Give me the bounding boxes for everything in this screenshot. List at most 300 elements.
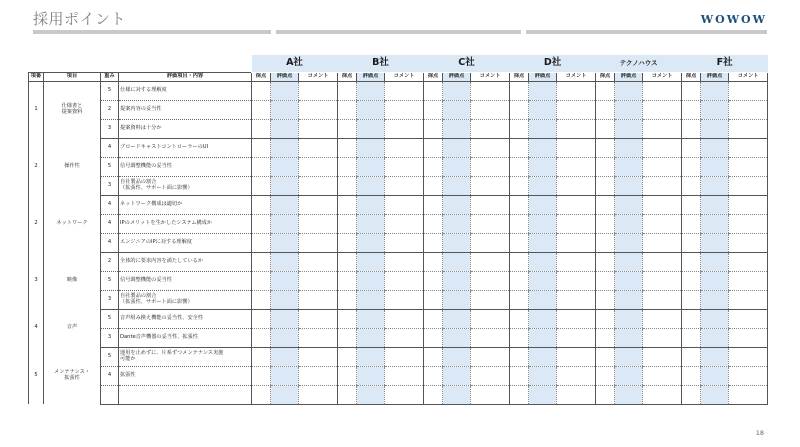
- score-cell[interactable]: [682, 290, 701, 309]
- comment-cell[interactable]: [385, 271, 424, 290]
- score-cell[interactable]: [338, 138, 357, 157]
- comment-cell[interactable]: [385, 138, 424, 157]
- comment-cell[interactable]: [557, 252, 596, 271]
- score-cell[interactable]: [596, 347, 615, 366]
- comment-cell[interactable]: [471, 176, 510, 195]
- rating-cell[interactable]: [271, 366, 299, 385]
- comment-cell[interactable]: [471, 252, 510, 271]
- rating-cell[interactable]: [271, 271, 299, 290]
- comment-cell[interactable]: [385, 328, 424, 347]
- score-cell[interactable]: [252, 233, 271, 252]
- comment-cell[interactable]: [729, 214, 768, 233]
- comment-cell[interactable]: [643, 119, 682, 138]
- comment-cell[interactable]: [299, 290, 338, 309]
- score-cell[interactable]: [682, 195, 701, 214]
- comment-cell[interactable]: [557, 347, 596, 366]
- score-cell[interactable]: [682, 81, 701, 100]
- rating-cell[interactable]: [443, 309, 471, 328]
- rating-cell[interactable]: [357, 252, 385, 271]
- comment-cell[interactable]: [385, 214, 424, 233]
- comment-cell[interactable]: [643, 328, 682, 347]
- rating-cell[interactable]: [443, 233, 471, 252]
- comment-cell[interactable]: [385, 347, 424, 366]
- rating-cell[interactable]: [615, 119, 643, 138]
- comment-cell[interactable]: [471, 81, 510, 100]
- score-cell[interactable]: [424, 385, 443, 404]
- score-cell[interactable]: [252, 366, 271, 385]
- rating-cell[interactable]: [357, 366, 385, 385]
- comment-cell[interactable]: [643, 385, 682, 404]
- comment-cell[interactable]: [557, 271, 596, 290]
- score-cell[interactable]: [252, 252, 271, 271]
- rating-cell[interactable]: [615, 366, 643, 385]
- rating-cell[interactable]: [443, 176, 471, 195]
- rating-cell[interactable]: [357, 214, 385, 233]
- score-cell[interactable]: [252, 195, 271, 214]
- rating-cell[interactable]: [701, 195, 729, 214]
- score-cell[interactable]: [338, 119, 357, 138]
- comment-cell[interactable]: [643, 290, 682, 309]
- score-cell[interactable]: [596, 214, 615, 233]
- comment-cell[interactable]: [299, 233, 338, 252]
- comment-cell[interactable]: [729, 100, 768, 119]
- rating-cell[interactable]: [271, 157, 299, 176]
- score-cell[interactable]: [252, 138, 271, 157]
- score-cell[interactable]: [424, 328, 443, 347]
- score-cell[interactable]: [510, 252, 529, 271]
- rating-cell[interactable]: [357, 157, 385, 176]
- rating-cell[interactable]: [529, 347, 557, 366]
- score-cell[interactable]: [338, 347, 357, 366]
- comment-cell[interactable]: [471, 157, 510, 176]
- comment-cell[interactable]: [729, 309, 768, 328]
- score-cell[interactable]: [338, 100, 357, 119]
- comment-cell[interactable]: [729, 271, 768, 290]
- score-cell[interactable]: [252, 176, 271, 195]
- comment-cell[interactable]: [643, 233, 682, 252]
- rating-cell[interactable]: [443, 119, 471, 138]
- rating-cell[interactable]: [701, 309, 729, 328]
- comment-cell[interactable]: [299, 347, 338, 366]
- score-cell[interactable]: [510, 100, 529, 119]
- score-cell[interactable]: [338, 271, 357, 290]
- rating-cell[interactable]: [615, 347, 643, 366]
- score-cell[interactable]: [338, 214, 357, 233]
- comment-cell[interactable]: [643, 309, 682, 328]
- rating-cell[interactable]: [701, 214, 729, 233]
- comment-cell[interactable]: [557, 366, 596, 385]
- score-cell[interactable]: [338, 233, 357, 252]
- score-cell[interactable]: [596, 81, 615, 100]
- comment-cell[interactable]: [643, 157, 682, 176]
- rating-cell[interactable]: [615, 309, 643, 328]
- score-cell[interactable]: [682, 176, 701, 195]
- comment-cell[interactable]: [643, 138, 682, 157]
- comment-cell[interactable]: [299, 309, 338, 328]
- rating-cell[interactable]: [357, 309, 385, 328]
- score-cell[interactable]: [424, 214, 443, 233]
- comment-cell[interactable]: [557, 309, 596, 328]
- rating-cell[interactable]: [271, 233, 299, 252]
- rating-cell[interactable]: [443, 252, 471, 271]
- rating-cell[interactable]: [529, 81, 557, 100]
- rating-cell[interactable]: [529, 138, 557, 157]
- comment-cell[interactable]: [643, 347, 682, 366]
- rating-cell[interactable]: [529, 252, 557, 271]
- rating-cell[interactable]: [271, 309, 299, 328]
- rating-cell[interactable]: [271, 195, 299, 214]
- score-cell[interactable]: [252, 328, 271, 347]
- rating-cell[interactable]: [357, 81, 385, 100]
- comment-cell[interactable]: [643, 195, 682, 214]
- rating-cell[interactable]: [529, 271, 557, 290]
- comment-cell[interactable]: [729, 347, 768, 366]
- comment-cell[interactable]: [557, 233, 596, 252]
- rating-cell[interactable]: [701, 233, 729, 252]
- comment-cell[interactable]: [729, 157, 768, 176]
- score-cell[interactable]: [252, 290, 271, 309]
- rating-cell[interactable]: [271, 290, 299, 309]
- rating-cell[interactable]: [357, 290, 385, 309]
- rating-cell[interactable]: [357, 176, 385, 195]
- score-cell[interactable]: [338, 176, 357, 195]
- score-cell[interactable]: [510, 309, 529, 328]
- score-cell[interactable]: [424, 81, 443, 100]
- comment-cell[interactable]: [471, 100, 510, 119]
- rating-cell[interactable]: [615, 138, 643, 157]
- score-cell[interactable]: [252, 309, 271, 328]
- score-cell[interactable]: [510, 290, 529, 309]
- comment-cell[interactable]: [729, 252, 768, 271]
- comment-cell[interactable]: [471, 233, 510, 252]
- score-cell[interactable]: [338, 328, 357, 347]
- score-cell[interactable]: [510, 138, 529, 157]
- score-cell[interactable]: [510, 176, 529, 195]
- rating-cell[interactable]: [701, 290, 729, 309]
- rating-cell[interactable]: [529, 214, 557, 233]
- comment-cell[interactable]: [643, 176, 682, 195]
- rating-cell[interactable]: [615, 100, 643, 119]
- score-cell[interactable]: [510, 157, 529, 176]
- rating-cell[interactable]: [701, 157, 729, 176]
- comment-cell[interactable]: [471, 366, 510, 385]
- rating-cell[interactable]: [443, 195, 471, 214]
- comment-cell[interactable]: [299, 176, 338, 195]
- score-cell[interactable]: [596, 233, 615, 252]
- comment-cell[interactable]: [729, 328, 768, 347]
- rating-cell[interactable]: [357, 119, 385, 138]
- rating-cell[interactable]: [357, 100, 385, 119]
- comment-cell[interactable]: [729, 233, 768, 252]
- rating-cell[interactable]: [529, 309, 557, 328]
- comment-cell[interactable]: [557, 195, 596, 214]
- rating-cell[interactable]: [271, 119, 299, 138]
- comment-cell[interactable]: [299, 195, 338, 214]
- comment-cell[interactable]: [299, 328, 338, 347]
- score-cell[interactable]: [424, 195, 443, 214]
- rating-cell[interactable]: [615, 214, 643, 233]
- rating-cell[interactable]: [701, 176, 729, 195]
- comment-cell[interactable]: [299, 81, 338, 100]
- rating-cell[interactable]: [615, 157, 643, 176]
- comment-cell[interactable]: [299, 214, 338, 233]
- rating-cell[interactable]: [271, 252, 299, 271]
- rating-cell[interactable]: [529, 195, 557, 214]
- comment-cell[interactable]: [299, 271, 338, 290]
- score-cell[interactable]: [682, 252, 701, 271]
- rating-cell[interactable]: [443, 271, 471, 290]
- comment-cell[interactable]: [471, 195, 510, 214]
- score-cell[interactable]: [338, 81, 357, 100]
- comment-cell[interactable]: [299, 385, 338, 404]
- rating-cell[interactable]: [701, 347, 729, 366]
- rating-cell[interactable]: [443, 366, 471, 385]
- rating-cell[interactable]: [701, 100, 729, 119]
- rating-cell[interactable]: [615, 271, 643, 290]
- score-cell[interactable]: [596, 100, 615, 119]
- rating-cell[interactable]: [271, 138, 299, 157]
- comment-cell[interactable]: [729, 195, 768, 214]
- score-cell[interactable]: [682, 100, 701, 119]
- comment-cell[interactable]: [471, 271, 510, 290]
- comment-cell[interactable]: [385, 233, 424, 252]
- rating-cell[interactable]: [529, 290, 557, 309]
- rating-cell[interactable]: [529, 119, 557, 138]
- score-cell[interactable]: [338, 366, 357, 385]
- score-cell[interactable]: [682, 119, 701, 138]
- rating-cell[interactable]: [529, 100, 557, 119]
- rating-cell[interactable]: [271, 328, 299, 347]
- comment-cell[interactable]: [385, 195, 424, 214]
- comment-cell[interactable]: [729, 290, 768, 309]
- comment-cell[interactable]: [557, 385, 596, 404]
- rating-cell[interactable]: [271, 347, 299, 366]
- score-cell[interactable]: [510, 385, 529, 404]
- comment-cell[interactable]: [557, 214, 596, 233]
- score-cell[interactable]: [424, 271, 443, 290]
- rating-cell[interactable]: [529, 366, 557, 385]
- comment-cell[interactable]: [643, 81, 682, 100]
- comment-cell[interactable]: [643, 252, 682, 271]
- rating-cell[interactable]: [701, 366, 729, 385]
- score-cell[interactable]: [252, 385, 271, 404]
- comment-cell[interactable]: [643, 271, 682, 290]
- score-cell[interactable]: [596, 157, 615, 176]
- score-cell[interactable]: [682, 271, 701, 290]
- rating-cell[interactable]: [615, 385, 643, 404]
- rating-cell[interactable]: [615, 233, 643, 252]
- rating-cell[interactable]: [443, 100, 471, 119]
- comment-cell[interactable]: [385, 100, 424, 119]
- score-cell[interactable]: [596, 366, 615, 385]
- comment-cell[interactable]: [471, 214, 510, 233]
- score-cell[interactable]: [682, 366, 701, 385]
- score-cell[interactable]: [424, 347, 443, 366]
- score-cell[interactable]: [424, 252, 443, 271]
- rating-cell[interactable]: [271, 176, 299, 195]
- comment-cell[interactable]: [385, 366, 424, 385]
- rating-cell[interactable]: [615, 328, 643, 347]
- comment-cell[interactable]: [385, 176, 424, 195]
- score-cell[interactable]: [338, 252, 357, 271]
- score-cell[interactable]: [682, 233, 701, 252]
- rating-cell[interactable]: [443, 328, 471, 347]
- rating-cell[interactable]: [443, 347, 471, 366]
- comment-cell[interactable]: [385, 157, 424, 176]
- rating-cell[interactable]: [529, 328, 557, 347]
- comment-cell[interactable]: [557, 81, 596, 100]
- score-cell[interactable]: [252, 100, 271, 119]
- score-cell[interactable]: [596, 138, 615, 157]
- rating-cell[interactable]: [701, 385, 729, 404]
- score-cell[interactable]: [252, 119, 271, 138]
- rating-cell[interactable]: [271, 81, 299, 100]
- score-cell[interactable]: [596, 385, 615, 404]
- comment-cell[interactable]: [471, 138, 510, 157]
- rating-cell[interactable]: [701, 271, 729, 290]
- score-cell[interactable]: [682, 157, 701, 176]
- score-cell[interactable]: [252, 214, 271, 233]
- rating-cell[interactable]: [271, 385, 299, 404]
- rating-cell[interactable]: [357, 347, 385, 366]
- comment-cell[interactable]: [557, 176, 596, 195]
- rating-cell[interactable]: [701, 81, 729, 100]
- comment-cell[interactable]: [471, 328, 510, 347]
- score-cell[interactable]: [596, 271, 615, 290]
- rating-cell[interactable]: [701, 252, 729, 271]
- rating-cell[interactable]: [615, 195, 643, 214]
- comment-cell[interactable]: [557, 119, 596, 138]
- comment-cell[interactable]: [471, 385, 510, 404]
- rating-cell[interactable]: [443, 138, 471, 157]
- score-cell[interactable]: [596, 309, 615, 328]
- score-cell[interactable]: [338, 385, 357, 404]
- rating-cell[interactable]: [357, 328, 385, 347]
- score-cell[interactable]: [252, 271, 271, 290]
- score-cell[interactable]: [510, 328, 529, 347]
- comment-cell[interactable]: [385, 81, 424, 100]
- comment-cell[interactable]: [385, 309, 424, 328]
- comment-cell[interactable]: [729, 176, 768, 195]
- rating-cell[interactable]: [271, 100, 299, 119]
- comment-cell[interactable]: [729, 119, 768, 138]
- comment-cell[interactable]: [385, 385, 424, 404]
- comment-cell[interactable]: [471, 119, 510, 138]
- comment-cell[interactable]: [299, 138, 338, 157]
- comment-cell[interactable]: [385, 252, 424, 271]
- score-cell[interactable]: [252, 347, 271, 366]
- score-cell[interactable]: [424, 138, 443, 157]
- score-cell[interactable]: [596, 195, 615, 214]
- score-cell[interactable]: [424, 119, 443, 138]
- score-cell[interactable]: [682, 309, 701, 328]
- score-cell[interactable]: [252, 157, 271, 176]
- comment-cell[interactable]: [385, 119, 424, 138]
- score-cell[interactable]: [424, 100, 443, 119]
- rating-cell[interactable]: [271, 214, 299, 233]
- comment-cell[interactable]: [643, 214, 682, 233]
- score-cell[interactable]: [252, 81, 271, 100]
- comment-cell[interactable]: [729, 385, 768, 404]
- comment-cell[interactable]: [299, 119, 338, 138]
- comment-cell[interactable]: [729, 138, 768, 157]
- score-cell[interactable]: [682, 214, 701, 233]
- score-cell[interactable]: [596, 119, 615, 138]
- comment-cell[interactable]: [557, 290, 596, 309]
- rating-cell[interactable]: [357, 138, 385, 157]
- score-cell[interactable]: [510, 366, 529, 385]
- rating-cell[interactable]: [701, 119, 729, 138]
- rating-cell[interactable]: [357, 385, 385, 404]
- score-cell[interactable]: [424, 366, 443, 385]
- comment-cell[interactable]: [299, 252, 338, 271]
- score-cell[interactable]: [682, 138, 701, 157]
- comment-cell[interactable]: [471, 347, 510, 366]
- score-cell[interactable]: [596, 290, 615, 309]
- rating-cell[interactable]: [529, 233, 557, 252]
- score-cell[interactable]: [424, 233, 443, 252]
- score-cell[interactable]: [510, 214, 529, 233]
- score-cell[interactable]: [510, 119, 529, 138]
- rating-cell[interactable]: [357, 233, 385, 252]
- score-cell[interactable]: [338, 290, 357, 309]
- comment-cell[interactable]: [643, 100, 682, 119]
- score-cell[interactable]: [596, 328, 615, 347]
- rating-cell[interactable]: [529, 176, 557, 195]
- rating-cell[interactable]: [443, 81, 471, 100]
- comment-cell[interactable]: [557, 328, 596, 347]
- score-cell[interactable]: [338, 309, 357, 328]
- rating-cell[interactable]: [443, 290, 471, 309]
- rating-cell[interactable]: [443, 157, 471, 176]
- rating-cell[interactable]: [615, 290, 643, 309]
- rating-cell[interactable]: [443, 214, 471, 233]
- score-cell[interactable]: [596, 252, 615, 271]
- score-cell[interactable]: [424, 290, 443, 309]
- rating-cell[interactable]: [443, 385, 471, 404]
- comment-cell[interactable]: [643, 366, 682, 385]
- score-cell[interactable]: [424, 157, 443, 176]
- score-cell[interactable]: [424, 309, 443, 328]
- score-cell[interactable]: [510, 233, 529, 252]
- score-cell[interactable]: [682, 328, 701, 347]
- rating-cell[interactable]: [529, 385, 557, 404]
- comment-cell[interactable]: [385, 290, 424, 309]
- comment-cell[interactable]: [557, 138, 596, 157]
- comment-cell[interactable]: [299, 157, 338, 176]
- score-cell[interactable]: [424, 176, 443, 195]
- rating-cell[interactable]: [357, 195, 385, 214]
- rating-cell[interactable]: [615, 81, 643, 100]
- rating-cell[interactable]: [357, 271, 385, 290]
- score-cell[interactable]: [510, 81, 529, 100]
- score-cell[interactable]: [682, 385, 701, 404]
- score-cell[interactable]: [510, 271, 529, 290]
- rating-cell[interactable]: [615, 176, 643, 195]
- rating-cell[interactable]: [701, 328, 729, 347]
- comment-cell[interactable]: [299, 100, 338, 119]
- rating-cell[interactable]: [529, 157, 557, 176]
- comment-cell[interactable]: [471, 309, 510, 328]
- comment-cell[interactable]: [557, 100, 596, 119]
- score-cell[interactable]: [338, 157, 357, 176]
- comment-cell[interactable]: [557, 157, 596, 176]
- score-cell[interactable]: [596, 176, 615, 195]
- rating-cell[interactable]: [615, 252, 643, 271]
- score-cell[interactable]: [682, 347, 701, 366]
- comment-cell[interactable]: [729, 81, 768, 100]
- comment-cell[interactable]: [729, 366, 768, 385]
